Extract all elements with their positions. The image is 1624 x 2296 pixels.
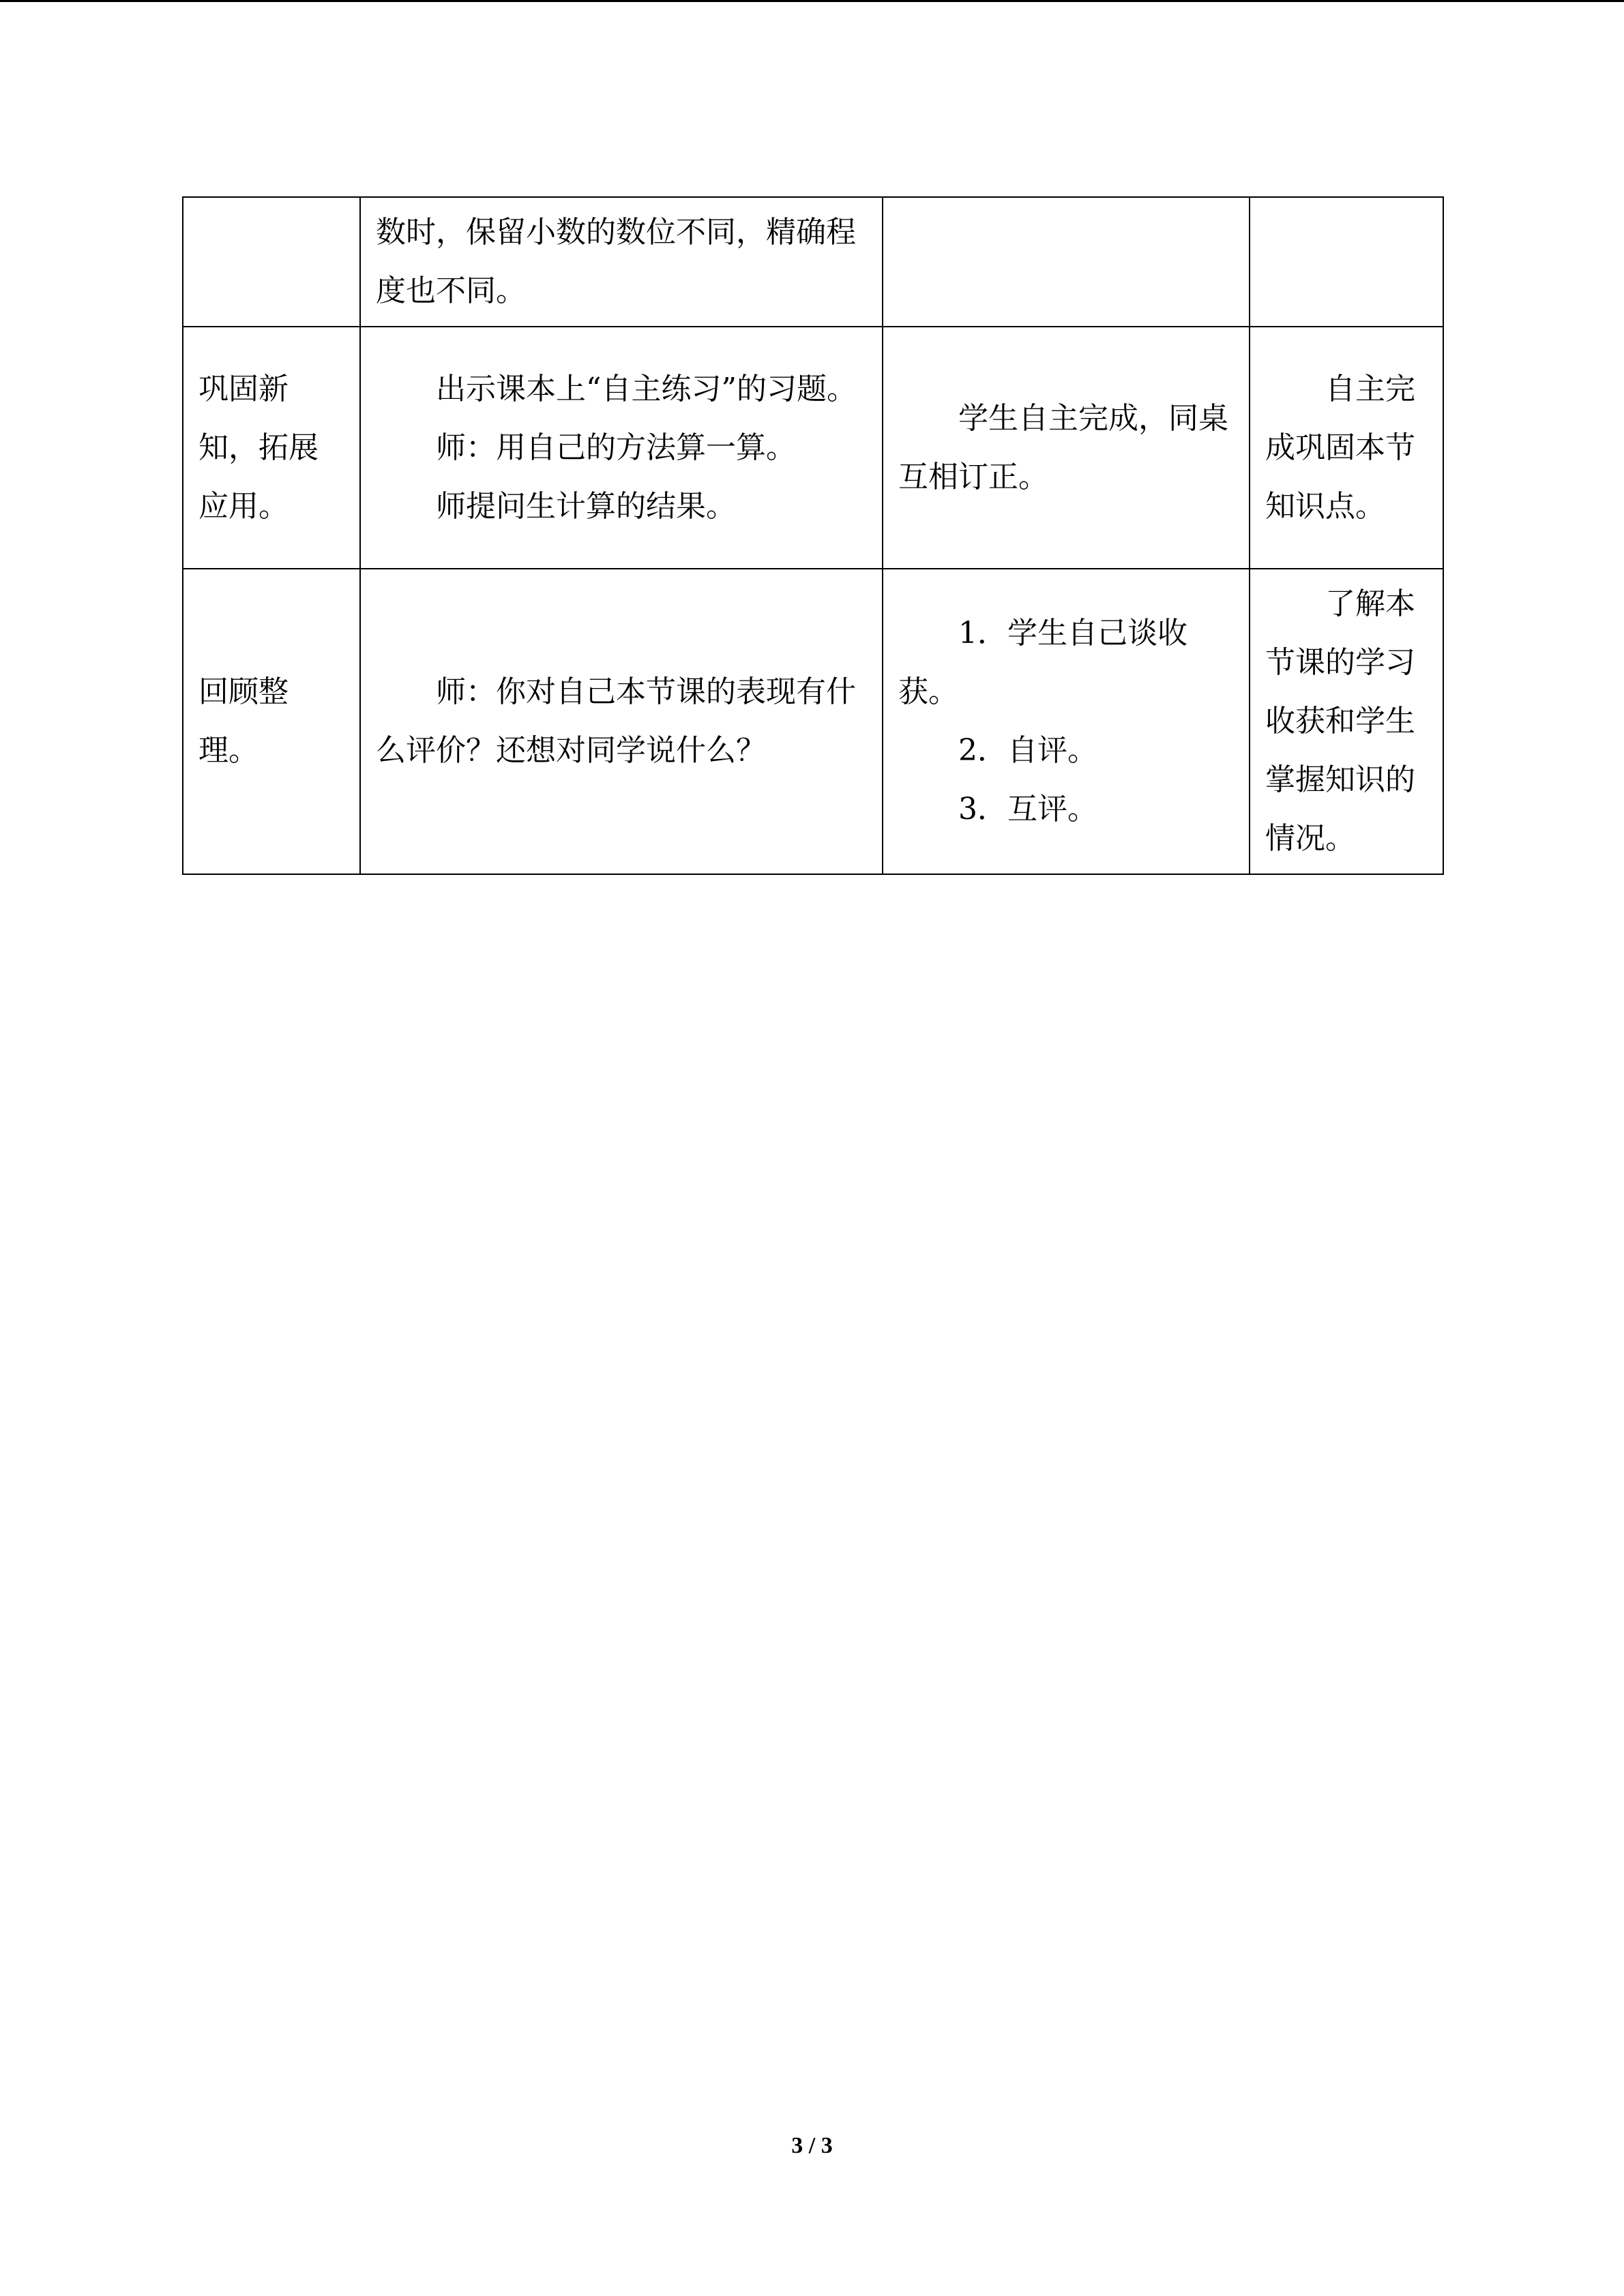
teacher-paragraph: 出示课本上“自主练习”的习题。: [436, 371, 857, 406]
student-paragraph: 学生自主完成，同桌互相订正。: [898, 400, 1228, 494]
student-cell: [883, 569, 1250, 874]
teacher-cell: [360, 569, 883, 874]
stage-paragraph: 巩固新知，拓展应用。: [198, 371, 319, 524]
lesson-plan-table: [182, 196, 1444, 875]
intent-cell: [1250, 569, 1443, 874]
student-paragraph: 3．互评。: [958, 792, 1097, 826]
stage-cell: [183, 327, 360, 569]
teacher-paragraph: 师：你对自己本节课的表现有什么评价？还想对同学说什么？: [376, 674, 856, 768]
teacher-cell: [360, 197, 883, 327]
table-row: [183, 569, 1443, 874]
teacher-paragraph: 师：用自己的方法算一算。: [436, 430, 796, 465]
stage-cell: [183, 197, 360, 327]
teacher-paragraph: 师提问生计算的结果。: [436, 488, 736, 524]
student-cell: [883, 197, 1250, 327]
teacher-cell: [360, 327, 883, 569]
student-paragraph: 2．自评。: [958, 733, 1097, 768]
intent-cell: [1250, 197, 1443, 327]
stage-cell: [183, 569, 360, 874]
student-cell: [883, 327, 1250, 569]
student-paragraph: 1．学生自己谈收获。: [898, 616, 1187, 709]
intent-cell: [1250, 327, 1443, 569]
teacher-paragraph: 数时，保留小数的数位不同，精确程度也不同。: [376, 215, 856, 308]
intent-paragraph: 自主完成巩固本节知识点。: [1265, 371, 1415, 524]
stage-paragraph: 回顾整理。: [198, 674, 289, 768]
page-number: 3 / 3: [791, 2133, 833, 2158]
table-row: [183, 327, 1443, 569]
table-row: [183, 197, 1443, 327]
page-top-border: [0, 0, 1624, 2]
intent-paragraph: 了解本节课的学习收获和学生掌握知识的情况。: [1265, 586, 1415, 856]
